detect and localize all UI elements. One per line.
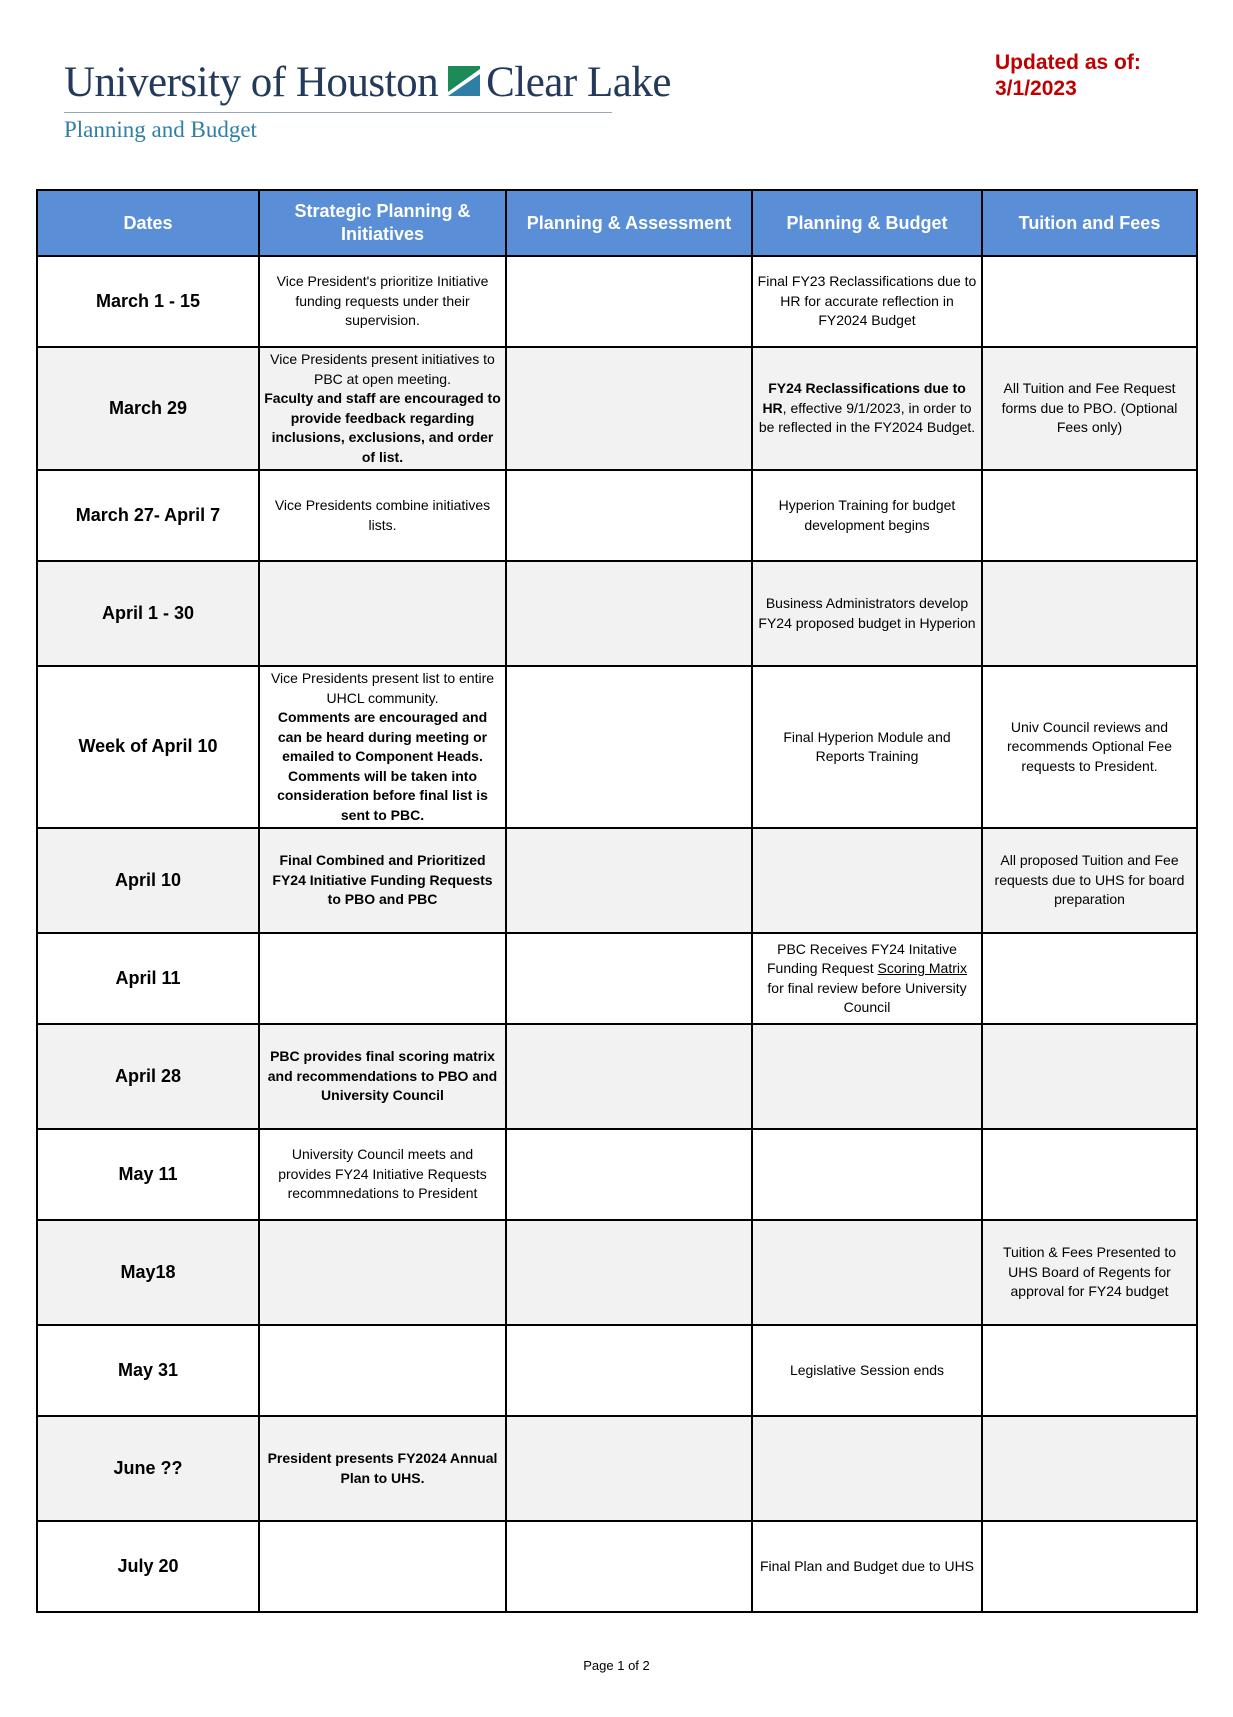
table-row bbox=[37, 1024, 1197, 1129]
row-date: April 1 - 30 bbox=[37, 561, 259, 666]
cell-strategic bbox=[259, 1521, 506, 1612]
cell-text: Final FY23 Reclassifications due to HR for accurate reflection in FY2024 Budget bbox=[757, 273, 977, 329]
cell-text: Vice Presidents present initiatives to PBC at open meeting. bbox=[270, 351, 495, 387]
header-strategic-planning: Strategic Planning & Initiatives bbox=[259, 190, 506, 256]
cell-strategic bbox=[259, 1129, 506, 1220]
cell-budget bbox=[752, 666, 982, 828]
cell-strategic bbox=[259, 561, 506, 666]
cell-strategic bbox=[259, 256, 506, 347]
cell-budget bbox=[752, 561, 982, 666]
updated-date: 3/1/2023 bbox=[995, 77, 1077, 100]
logo-department: Planning and Budget bbox=[64, 117, 257, 142]
table-row bbox=[37, 1220, 1197, 1325]
cell-assessment bbox=[506, 470, 752, 561]
header-planning-assessment: Planning & Assessment bbox=[506, 190, 752, 256]
cell-assessment bbox=[506, 1024, 752, 1129]
cell-text: , effective 9/1/2023, in order to be reflected in the FY2024 Budget. bbox=[758, 399, 976, 436]
cell-text: Final Hyperion Module and Reports Training bbox=[783, 728, 951, 764]
row-date: July 20 bbox=[37, 1521, 259, 1612]
cell-assessment bbox=[506, 1521, 752, 1612]
university-logo bbox=[64, 59, 671, 143]
row-date: May 31 bbox=[37, 1325, 259, 1416]
cell-budget bbox=[752, 470, 982, 561]
row-date: May18 bbox=[37, 1220, 259, 1325]
cell-strategic bbox=[259, 1024, 506, 1129]
cell-text: Hyperion Training for budget development begins bbox=[778, 497, 956, 533]
page-number: Page 1 of 2 bbox=[583, 1658, 650, 1673]
cell-text-bold: Comments are encouraged and can be heard during meeting or emailed to Component Heads. Comments will be taken into consideration before final list is sent to PBC. bbox=[277, 709, 488, 823]
logo-divider bbox=[64, 112, 612, 113]
row-date: April 11 bbox=[37, 933, 259, 1024]
cell-text: Legislative Session ends bbox=[789, 1361, 945, 1378]
cell-assessment bbox=[506, 1416, 752, 1521]
cell-text-bold: FY24 Reclassifications due to HR bbox=[762, 380, 966, 416]
cell-assessment bbox=[506, 347, 752, 470]
table-row bbox=[37, 666, 1197, 828]
cell-text: Vice Presidents combine initiatives lists. bbox=[274, 497, 491, 533]
row-date: April 10 bbox=[37, 828, 259, 933]
logo-university-name: University of Houston bbox=[64, 59, 439, 106]
updated-label: Updated as of: bbox=[995, 51, 1141, 74]
cell-assessment bbox=[506, 1129, 752, 1220]
table-row bbox=[37, 561, 1197, 666]
cell-text: for final review before University Council bbox=[767, 979, 967, 1015]
cell-assessment bbox=[506, 256, 752, 347]
logo-mark-icon bbox=[448, 60, 480, 106]
table-row bbox=[37, 933, 1197, 1024]
cell-strategic bbox=[259, 470, 506, 561]
cell-tuition bbox=[982, 1416, 1197, 1521]
cell-budget bbox=[752, 1129, 982, 1220]
cell-assessment bbox=[506, 561, 752, 666]
schedule-table bbox=[36, 189, 1198, 1613]
cell-assessment bbox=[506, 666, 752, 828]
cell-strategic bbox=[259, 1416, 506, 1521]
table-row bbox=[37, 1129, 1197, 1220]
cell-budget bbox=[752, 256, 982, 347]
row-date: March 27- April 7 bbox=[37, 470, 259, 561]
row-date: April 28 bbox=[37, 1024, 259, 1129]
cell-strategic bbox=[259, 347, 506, 470]
row-date: March 1 - 15 bbox=[37, 256, 259, 347]
table-row bbox=[37, 256, 1197, 347]
cell-text: Vice President's prioritize Initiative funding requests under their supervision. bbox=[276, 273, 489, 329]
cell-budget bbox=[752, 1220, 982, 1325]
table-row bbox=[37, 470, 1197, 561]
cell-tuition bbox=[982, 933, 1197, 1024]
row-date: March 29 bbox=[37, 347, 259, 470]
cell-text-bold: PBC provides final scoring matrix and recommendations to PBO and University Council bbox=[267, 1048, 498, 1104]
cell-budget bbox=[752, 1325, 982, 1416]
cell-budget bbox=[752, 1024, 982, 1129]
cell-tuition bbox=[982, 561, 1197, 666]
cell-strategic bbox=[259, 1220, 506, 1325]
cell-text: University Council meets and provides FY24 Initiative Requests recommnedations to President bbox=[278, 1146, 487, 1202]
header-tuition-fees: Tuition and Fees bbox=[982, 190, 1197, 256]
cell-text: Business Administrators develop FY24 proposed budget in Hyperion bbox=[758, 595, 976, 631]
cell-budget bbox=[752, 1521, 982, 1612]
cell-strategic bbox=[259, 933, 506, 1024]
header-planning-budget: Planning & Budget bbox=[752, 190, 982, 256]
cell-tuition bbox=[982, 1521, 1197, 1612]
cell-tuition: Univ Council reviews and recommends Optional Fee requests to President. bbox=[982, 666, 1197, 828]
cell-assessment bbox=[506, 1220, 752, 1325]
table-row bbox=[37, 828, 1197, 933]
row-date: June ?? bbox=[37, 1416, 259, 1521]
updated-notice bbox=[995, 50, 1141, 102]
cell-text: Final Plan and Budget due to UHS bbox=[759, 1557, 975, 1574]
cell-tuition bbox=[982, 1024, 1197, 1129]
table-row bbox=[37, 347, 1197, 470]
row-date: May 11 bbox=[37, 1129, 259, 1220]
cell-strategic bbox=[259, 1325, 506, 1416]
cell-strategic bbox=[259, 828, 506, 933]
table-row bbox=[37, 1416, 1197, 1521]
cell-text-bold: President presents FY2024 Annual Plan to UHS. bbox=[267, 1450, 498, 1486]
cell-text-underlined: Scoring Matrix bbox=[877, 960, 967, 976]
cell-tuition: All proposed Tuition and Fee requests due to UHS for board preparation bbox=[982, 828, 1197, 933]
cell-text-bold: Faculty and staff are encouraged to provide feedback regarding inclusions, exclusions, and order of list. bbox=[264, 390, 501, 465]
cell-budget bbox=[752, 347, 982, 470]
cell-tuition bbox=[982, 1325, 1197, 1416]
table-row bbox=[37, 1521, 1197, 1612]
cell-assessment bbox=[506, 933, 752, 1024]
cell-text: Vice Presidents present list to entire UHCL community. bbox=[270, 670, 495, 706]
cell-budget bbox=[752, 828, 982, 933]
cell-tuition bbox=[982, 1129, 1197, 1220]
cell-tuition: Tuition & Fees Presented to UHS Board of Regents for approval for FY24 budget bbox=[982, 1220, 1197, 1325]
cell-strategic bbox=[259, 666, 506, 828]
header-dates: Dates bbox=[37, 190, 259, 256]
cell-tuition bbox=[982, 470, 1197, 561]
cell-budget bbox=[752, 1416, 982, 1521]
logo-campus-name: Clear Lake bbox=[486, 59, 671, 106]
cell-assessment bbox=[506, 1325, 752, 1416]
cell-tuition bbox=[982, 256, 1197, 347]
cell-text-bold: Final Combined and Prioritized FY24 Initiative Funding Requests to PBO and PBC bbox=[272, 852, 493, 908]
cell-text: PBC Receives FY24 Initative Funding Request bbox=[767, 940, 957, 976]
table-row bbox=[37, 1325, 1197, 1416]
cell-assessment bbox=[506, 828, 752, 933]
cell-budget bbox=[752, 933, 982, 1024]
cell-tuition: All Tuition and Fee Request forms due to PBO. (Optional Fees only) bbox=[982, 347, 1197, 470]
table-header-row bbox=[37, 190, 1197, 256]
row-date: Week of April 10 bbox=[37, 666, 259, 828]
